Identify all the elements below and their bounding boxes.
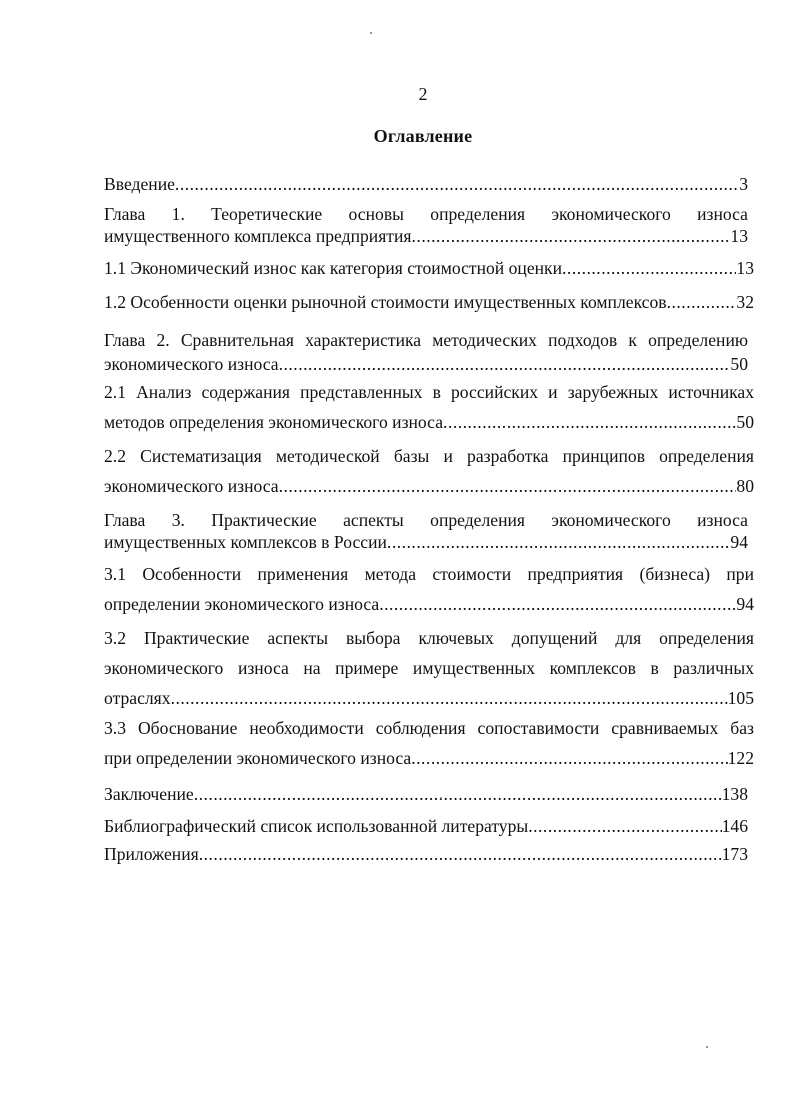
toc-leader-dots bbox=[667, 290, 737, 314]
toc-entry-line bbox=[104, 686, 754, 710]
toc-entry-line: Глава 3. Практические аспекты определения экономического износа bbox=[104, 510, 748, 530]
toc-entry-text: при определении экономического износа bbox=[104, 748, 412, 768]
toc-page-number: 13 bbox=[730, 226, 748, 246]
toc-entry-line: 2.2 Систематизация методической базы и разработка принципов определения bbox=[104, 446, 754, 466]
toc-page-number: 122 bbox=[727, 748, 754, 768]
toc-entry-text: 1.2 Особенности оценки рыночной стоимости имущественных комплексов bbox=[104, 292, 667, 312]
toc-entry-line: Глава 1. Теоретические основы определения экономического износа bbox=[104, 204, 748, 224]
toc-entry-section-2-1[interactable] bbox=[104, 380, 754, 434]
toc-entry-chapter-1[interactable] bbox=[104, 202, 748, 248]
toc-entry-bibliography[interactable] bbox=[104, 814, 748, 838]
toc-page-number: 146 bbox=[721, 816, 748, 836]
scan-speck bbox=[370, 32, 372, 34]
toc-page-number: 32 bbox=[736, 292, 754, 312]
toc-entry-line bbox=[104, 746, 754, 770]
toc-entry-text: экономического износа bbox=[104, 476, 279, 496]
toc-entry-conclusion[interactable] bbox=[104, 782, 748, 806]
toc-entry-line bbox=[104, 842, 748, 866]
toc-entry-section-2-2[interactable] bbox=[104, 444, 754, 498]
toc-entry-section-3-2[interactable] bbox=[104, 626, 754, 710]
toc-page-number: 173 bbox=[721, 844, 748, 864]
toc-page-number: 138 bbox=[721, 784, 748, 804]
toc-leader-dots bbox=[199, 842, 722, 866]
toc-leader-dots bbox=[171, 686, 728, 710]
toc-entry-text: Заключение bbox=[104, 784, 194, 804]
page-number: 2 bbox=[418, 84, 428, 104]
toc-page-number: 94 bbox=[736, 594, 754, 614]
toc-entry-text: 1.1 Экономический износ как категория стоимостной оценки bbox=[104, 258, 563, 278]
toc-entry-text: Библиографический список использованной литературы bbox=[104, 816, 529, 836]
toc-entry-section-3-3[interactable] bbox=[104, 716, 754, 770]
toc-entry-line bbox=[104, 474, 754, 498]
toc-entry-line bbox=[104, 410, 754, 434]
toc-page-number: 50 bbox=[730, 354, 748, 374]
toc-entry-line: 3.3 Обоснование необходимости соблюдения сопоставимости сравниваемых баз bbox=[104, 718, 754, 738]
toc-entry-line bbox=[104, 172, 748, 196]
toc-entry-line bbox=[104, 290, 754, 314]
toc-entry-chapter-3[interactable] bbox=[104, 508, 748, 554]
toc-page-number: 13 bbox=[736, 258, 754, 278]
toc-leader-dots bbox=[562, 256, 736, 280]
toc-leader-dots bbox=[279, 352, 731, 376]
scan-speck bbox=[440, 797, 442, 799]
toc-title: Оглавление bbox=[373, 126, 473, 146]
toc-entry-line: Глава 2. Сравнительная характеристика методических подходов к определению bbox=[104, 330, 748, 350]
toc-entry-line: 2.1 Анализ содержания представленных в российских и зарубежных источниках bbox=[104, 382, 754, 402]
toc-entry-introduction[interactable] bbox=[104, 172, 748, 196]
toc-entry-line bbox=[104, 530, 748, 554]
toc-leader-dots bbox=[279, 474, 737, 498]
toc-entry-text: имущественных комплексов в России bbox=[104, 532, 387, 552]
toc-entry-text: методов определения экономического износа bbox=[104, 412, 444, 432]
toc-entry-text: Приложения bbox=[104, 844, 199, 864]
toc-leader-dots bbox=[443, 410, 736, 434]
toc-entry-text: отраслях bbox=[104, 688, 171, 708]
toc-entry-line: 3.2 Практические аспекты выбора ключевых допущений для определения bbox=[104, 628, 754, 648]
toc-entry-line bbox=[104, 814, 748, 838]
toc-page-number: 3 bbox=[739, 174, 748, 194]
toc-leader-dots bbox=[379, 592, 736, 616]
toc-leader-dots bbox=[194, 782, 722, 806]
toc-entry-line bbox=[104, 782, 748, 806]
toc-entry-appendices[interactable] bbox=[104, 842, 748, 866]
toc-entry-section-1-2[interactable] bbox=[104, 290, 754, 314]
toc-entry-section-1-1[interactable] bbox=[104, 256, 754, 280]
toc-entry-line bbox=[104, 256, 754, 280]
toc-entry-line: экономического износа на примере имущественных комплексов в различных bbox=[104, 658, 754, 678]
toc-page-number: 50 bbox=[736, 412, 754, 432]
toc-leader-dots bbox=[412, 224, 731, 248]
toc-leader-dots bbox=[175, 172, 739, 196]
toc-entry-line: 3.1 Особенности применения метода стоимости предприятия (бизнеса) при bbox=[104, 564, 754, 584]
toc-entry-text: Введение bbox=[104, 174, 175, 194]
toc-entry-section-3-1[interactable] bbox=[104, 562, 754, 616]
toc-page-number: 105 bbox=[727, 688, 754, 708]
toc-entry-line bbox=[104, 592, 754, 616]
toc-entry-text: экономического износа bbox=[104, 354, 279, 374]
toc-page-number: 94 bbox=[730, 532, 748, 552]
toc-leader-dots bbox=[411, 746, 727, 770]
toc-entry-text: определении экономического износа bbox=[104, 594, 380, 614]
toc-entry-chapter-2[interactable] bbox=[104, 328, 748, 376]
scan-speck bbox=[706, 1046, 708, 1048]
toc-entry-text: имущественного комплекса предприятия bbox=[104, 226, 412, 246]
toc-leader-dots bbox=[387, 530, 730, 554]
toc-leader-dots bbox=[528, 814, 721, 838]
toc-entry-line bbox=[104, 224, 748, 248]
toc-page-number: 80 bbox=[736, 476, 754, 496]
toc-entry-line bbox=[104, 352, 748, 376]
